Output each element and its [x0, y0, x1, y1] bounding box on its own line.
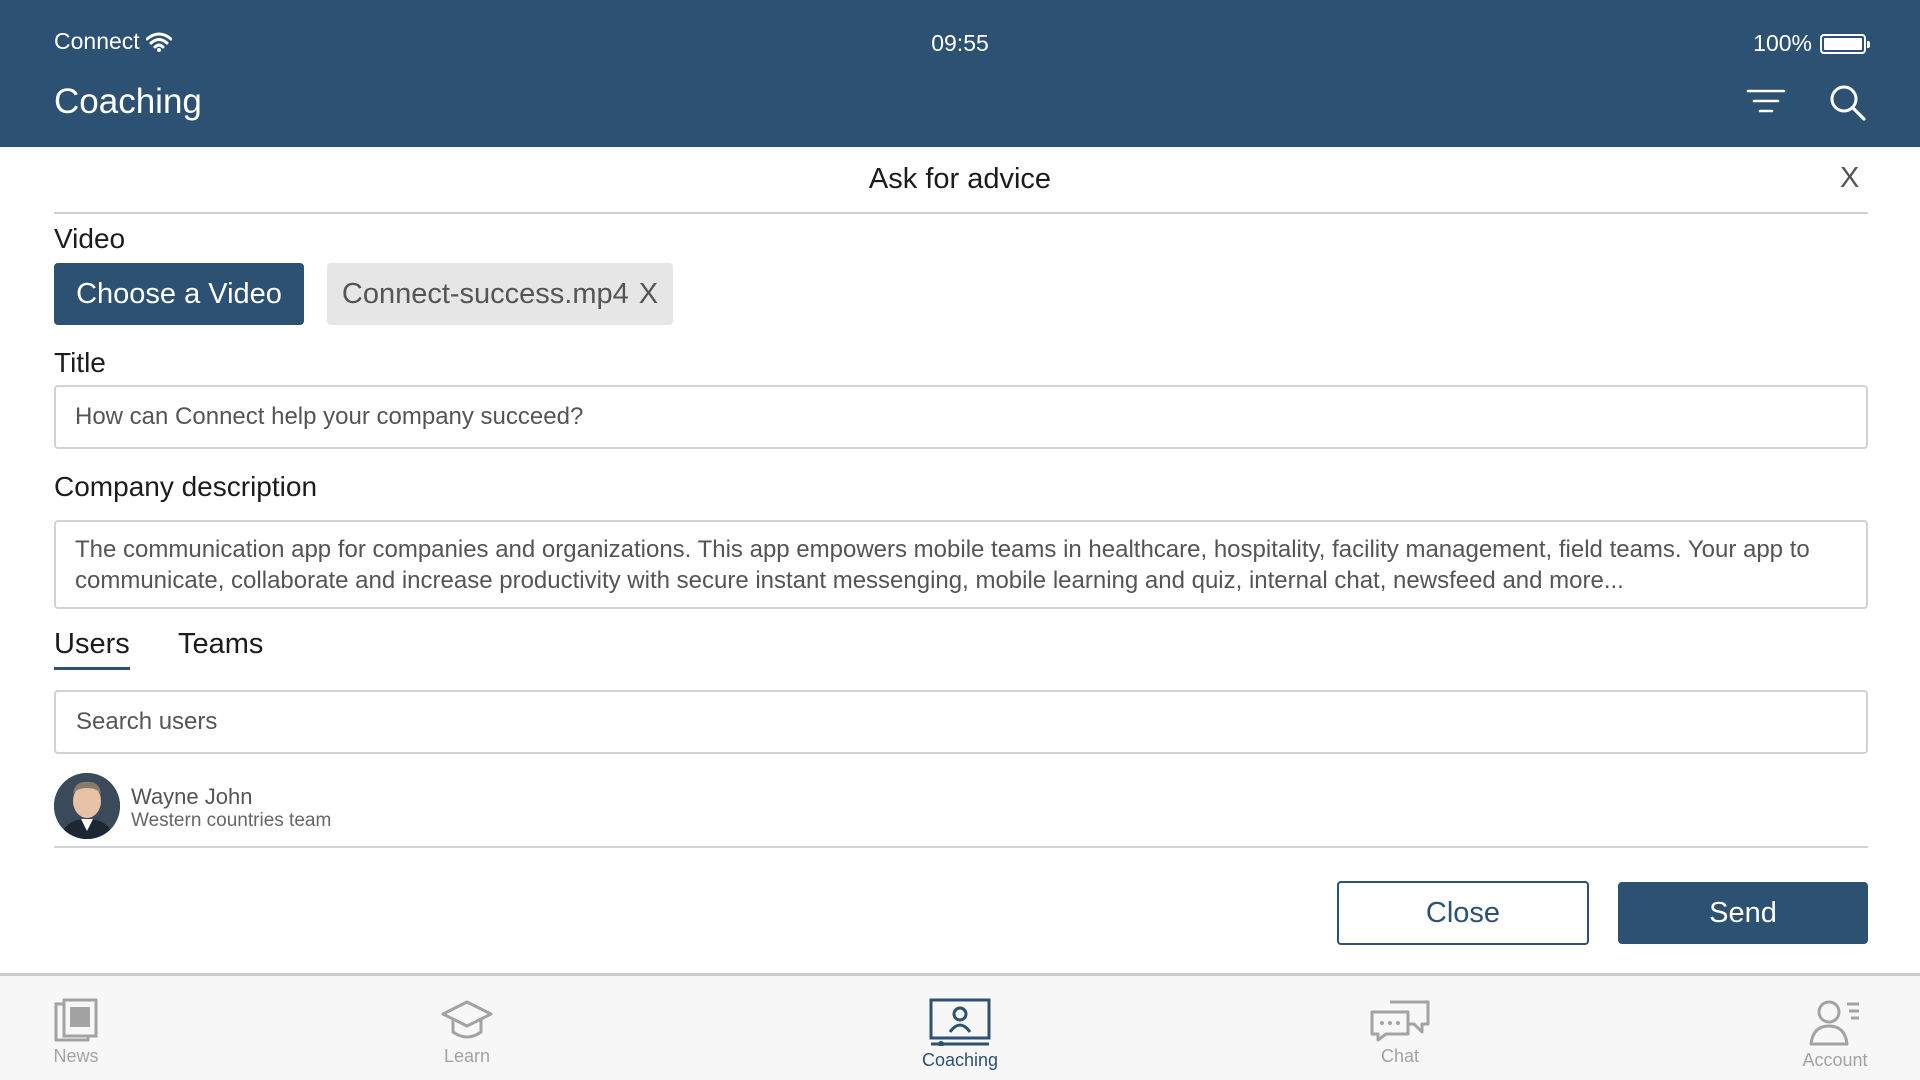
- account-icon: [1809, 998, 1861, 1046]
- tab-chat[interactable]: [1358, 976, 1442, 1080]
- video-label: Video: [54, 223, 126, 254]
- tab-chat-label: Chat: [1380, 1046, 1420, 1066]
- tab-learn[interactable]: [427, 976, 507, 1080]
- selected-video-chip: [327, 263, 673, 325]
- tab-learn-label: Learn: [443, 1046, 491, 1066]
- company-description-value: The communication app for companies and organizations. This app empowers mobile teams in healthcare, hospitality, facility management, field teams. Your app to communicate, collaborate and increase productivity with secure instant messenging, mobile learning and quiz, internal chat, newsfeed and more...: [75, 536, 1810, 594]
- status-battery: [1753, 30, 1866, 57]
- company-description-textarea[interactable]: [54, 520, 1868, 609]
- filter-icon[interactable]: [1745, 86, 1787, 118]
- company-description-label: Company description: [54, 471, 318, 502]
- battery-percent: 100%: [1753, 30, 1812, 56]
- list-divider: [54, 846, 1868, 848]
- title-input[interactable]: [54, 385, 1868, 449]
- remove-video-button[interactable]: X: [638, 277, 659, 310]
- graduation-cap-icon: [441, 998, 493, 1042]
- chat-icon: [1370, 998, 1430, 1042]
- carrier-label: Connect: [54, 28, 140, 54]
- tab-account[interactable]: [1790, 976, 1880, 1080]
- avatar: [54, 773, 120, 839]
- status-time: 09:55: [931, 30, 989, 56]
- dialog-title-divider: [54, 212, 1868, 214]
- search-users-field[interactable]: [54, 690, 1868, 754]
- tab-news[interactable]: [36, 976, 116, 1080]
- battery-icon: [1820, 34, 1866, 54]
- tab-account-label: Account: [1802, 1050, 1868, 1070]
- coaching-icon: [929, 998, 991, 1046]
- user-team: Western countries team: [131, 810, 332, 831]
- app-header: [0, 0, 1920, 147]
- send-button[interactable]: Send: [1618, 882, 1868, 944]
- bottom-tab-bar: [0, 973, 1920, 1080]
- list-item[interactable]: [54, 773, 1868, 843]
- title-input-value: How can Connect help your company succeed?: [75, 403, 584, 430]
- page-title: Coaching: [54, 82, 202, 121]
- dialog-close-button[interactable]: X: [1840, 162, 1860, 194]
- search-users-placeholder: Search users: [76, 708, 218, 735]
- tab-coaching-label: Coaching: [921, 1050, 999, 1070]
- selected-video-name: Connect-success.mp4: [341, 277, 629, 310]
- tab-news-label: News: [53, 1046, 99, 1066]
- tab-teams[interactable]: Teams: [178, 628, 264, 660]
- dialog-title: Ask for advice: [868, 163, 1052, 195]
- user-name: Wayne John: [131, 784, 253, 809]
- tab-coaching[interactable]: [910, 976, 1010, 1080]
- news-icon: [54, 998, 98, 1042]
- tab-users[interactable]: Users: [54, 628, 130, 670]
- search-icon[interactable]: [1829, 84, 1867, 122]
- choose-video-button[interactable]: Choose a Video: [54, 263, 304, 325]
- title-label: Title: [54, 347, 106, 378]
- close-button[interactable]: Close: [1337, 881, 1589, 945]
